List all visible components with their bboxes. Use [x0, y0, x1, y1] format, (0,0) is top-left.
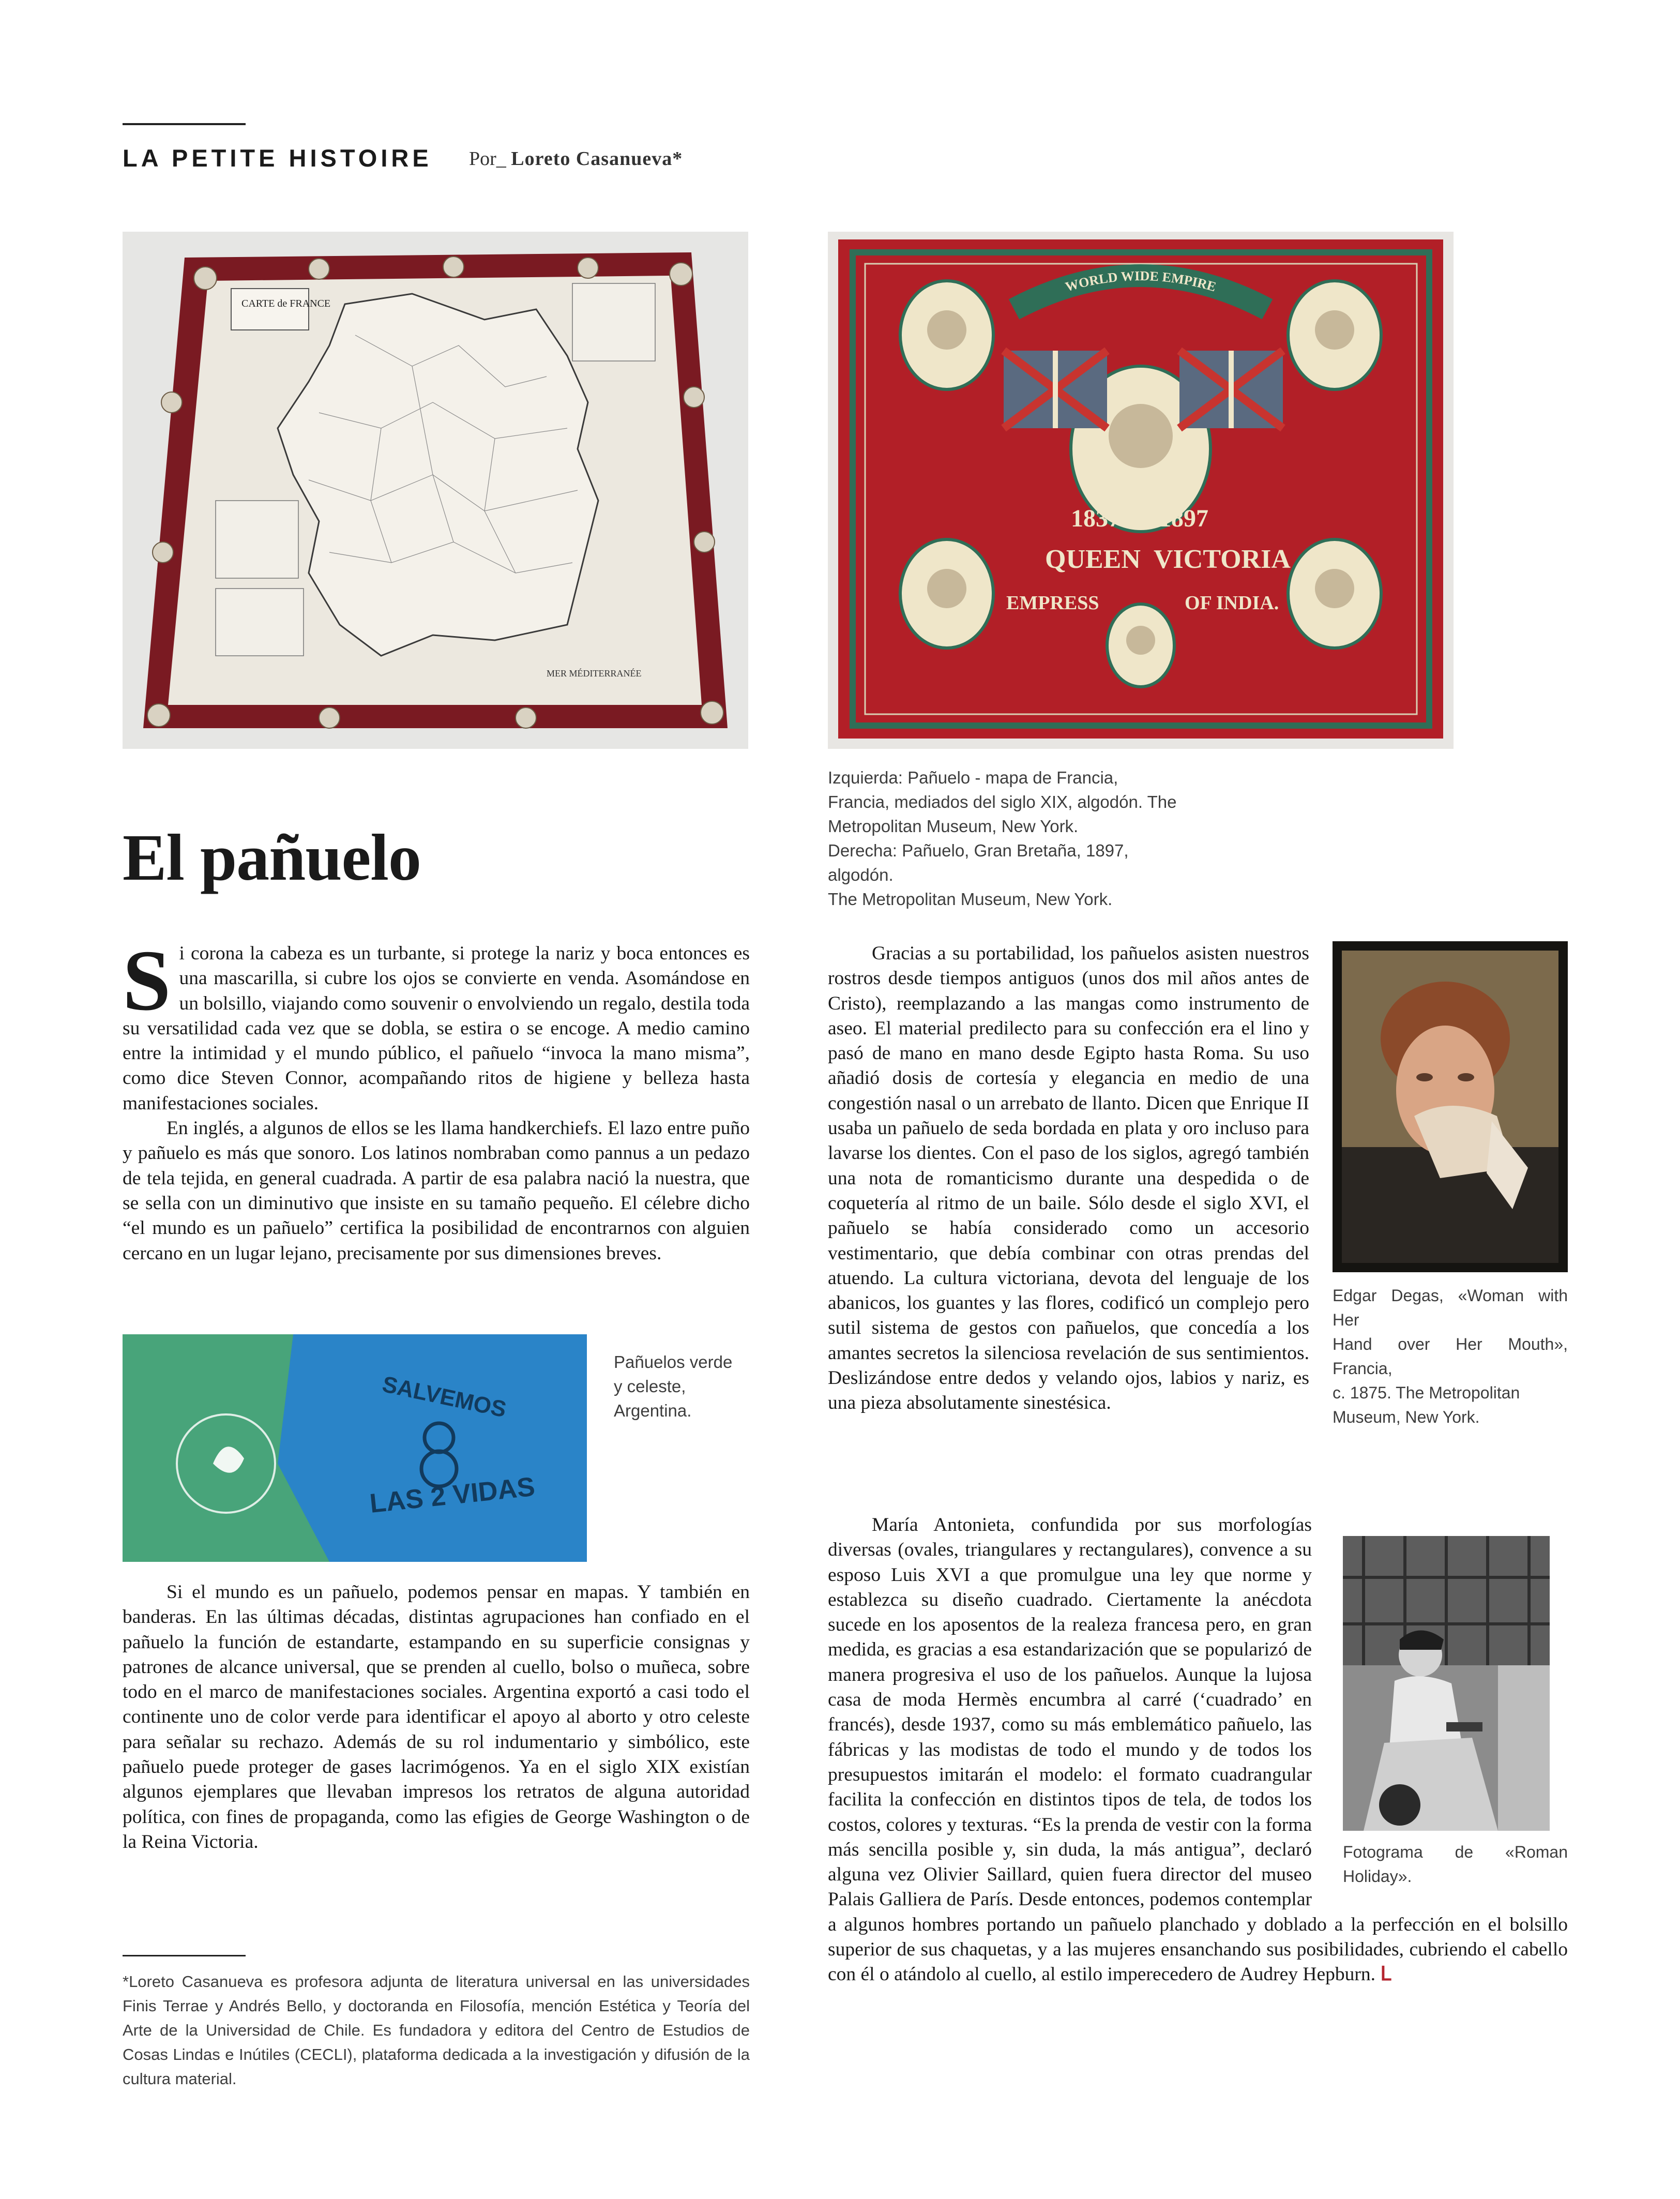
caption-line: Derecha: Pañuelo, Gran Bretaña, 1897, algodón.	[828, 841, 1129, 884]
roman-holiday-still-image	[1343, 1536, 1550, 1831]
banner-victoria-text: VICTORIA	[1154, 545, 1291, 574]
caption-line: Argentina.	[614, 1401, 692, 1420]
byline	[469, 147, 683, 170]
roman-holiday-figure	[1343, 1536, 1568, 1889]
header-rule	[123, 123, 246, 125]
degas-caption	[1333, 1284, 1568, 1429]
caption-line: The Metropolitan Museum, New York.	[828, 890, 1113, 909]
author-name: Loreto Casanueva*	[511, 148, 683, 170]
paragraph	[123, 932, 750, 1116]
footnote: *Loreto Casanueva es profesora adjunta de literatura universal en las universidades Finis Terrae y Andrés Bello, y doctoranda en Filosofía, mención Estética y Teoría del Arte de la Universidad de Chile. Es fundadora y editora del Centro de Estudios de Cosas Lindas e Inútiles (CECLI), plataforma dedicada a la investigación y difusión de la cultura material.	[123, 1972, 750, 2088]
article-title: El pañuelo	[123, 821, 421, 894]
portrait-icon	[1342, 951, 1558, 1263]
arc-slogan-text: WORLD WIDE EMPIRE	[1064, 268, 1218, 295]
green-caption	[614, 1350, 748, 1423]
caption-line: Pañuelos verde	[614, 1352, 733, 1372]
column-right-top	[828, 941, 1568, 1435]
paragraph: En inglés, a algunos de ellos se les llama handkerchiefs. El lazo entre puño y pañuelo es más que sonoro. Los latinos nombraban como pannus a un pedazo de tela tejida, en general cuadrada. A partir de esa palabra nació la nuestra, que se sella con un diminutivo que insiste en su tamaño pequeño. El célebre dicho “el mundo es un pañuelo” certifica la posibilidad de encontrarnos con alguien cercano en un lugar lejano, precisamente por sus dimensiones breves.	[123, 1118, 750, 1264]
of-india-text: OF INDIA.	[1185, 592, 1279, 614]
empress-text: EMPRESS	[1006, 592, 1099, 614]
year-end-text: 1897	[1159, 505, 1208, 532]
jubilee-scarf-icon	[828, 232, 1454, 749]
paragraph-text: María Antonieta, confundida por sus morfologías diversas (ovales, triangulares y rectangulares), convence a su esposo Luis XVI a que promulgue una ley que norme y establezca su diseño cuadrado. Ciertamente la anécdota sucede en los aposentos de la realeza francesa pero, en gran medida, es gracias a esa estandarización que se popularizó de manera progresiva el uso de los pañuelos. Aunque la lujosa casa de moda Hermès encumbra al carré (‘cuadrado’ en francés), desde 1937, como su más emblemático pañuelo, las fábricas y las modistas de todo el mundo y de todos los presupuestos imitarán el modelo: el formato cuadrangular facilita la confección en distintos tipos de tela, de todos los costos, colores y texturas. “Es la prenda de vestir con la forma más sencilla posible y, sin duda, la más antigua”, declaró alguna vez Olivier Saillard, quien fuera director del museo Palais Galliera de París. Desde entonces, podemos contemplar a algunos hombres portando un pañuelo planchado y doblado a la perfección en el bolsillo superior de sus chaquetas, y a las mujeres ensanchando sus posibilidades, cubriendo el cabello con él o atándolo al cuello, al estilo imperecedero de Audrey Hepburn.	[828, 1514, 1568, 1985]
column-left-bottom	[123, 1580, 750, 1855]
roman-holiday-caption: Fotograma de «Roman Holiday».	[1343, 1843, 1568, 1886]
end-mark-icon: ᒪ	[1380, 1964, 1391, 1985]
year-start-text: 1837	[1071, 505, 1121, 532]
caption-line: Hand over Her Mouth», Francia,	[1333, 1335, 1568, 1378]
film-still-icon	[1343, 1536, 1550, 1831]
paragraph: Si el mundo es un pañuelo, podemos pensar en mapas. Y también en banderas. En las últimas décadas, distintas agrupaciones han confiado en el pañuelo la función de estandarte, estampando en su superficie consignas y patrones de alcance universal, que se prenden al cuello, bolso o muñeca, sobre todo en el marco de manifestaciones sociales. Argentina exportó a casi todo el continente uno de color verde para identificar el apoyo al aborto y otro celeste para señalar su rechazo. Además de su rol indumentario y simbólico, este pañuelo puede proteger de gases lacrimógenos. Ya en el siglo XIX existían algunos ejemplares que llevaban impresos los retratos de alguna autoridad política, con fines de propaganda, como las efigies de George Washington o de la Reina Victoria.	[123, 1582, 750, 1852]
column-right-bottom	[828, 1513, 1568, 1987]
caption-line: Francia, mediados del siglo XIX, algodón. The	[828, 792, 1177, 811]
map-sea-label: MER MÉDITERRANÉE	[547, 668, 642, 679]
victoria-handkerchief-image	[828, 232, 1454, 749]
column-left-top	[123, 932, 750, 1266]
caption-line: c. 1875. The Metropolitan	[1333, 1383, 1520, 1402]
caption-line: Izquierda: Pañuelo - mapa de Francia,	[828, 768, 1118, 787]
green-scarves-image	[123, 1334, 587, 1562]
caption-line: Edgar Degas, «Woman with Her	[1333, 1286, 1568, 1329]
caption-line: Museum, New York.	[1333, 1408, 1480, 1426]
map-handkerchief-icon	[123, 232, 748, 749]
salvemos-text: SALVEMOS	[380, 1371, 509, 1423]
map-title-text: CARTE de FRANCE	[241, 298, 331, 309]
pañuelos-photo-icon	[123, 1334, 587, 1562]
las-2-vidas-text: LAS 2 VIDAS	[368, 1471, 537, 1519]
paragraph-text: i corona la cabeza es un turbante, si protege la nariz y boca entonces es una mascarilla, si cubre los ojos se convierte en venda. Asomándose en un bolsillo, viajando como souvenir o envolviendo un regalo, destila toda su versatilidad cada vez que se dobla, se estira o se encoge. A medio camino entre la intimidad y el mundo público, el pañuelo “invoca la mano misma”, como dice Steven Connor, acompañando ritos de higiene y belleza hasta manifestaciones sociales.	[123, 943, 750, 1114]
section-label: LA PETITE HISTOIRE	[123, 144, 432, 172]
byline-prefix: Por_	[469, 148, 506, 170]
drop-cap: S	[123, 932, 171, 1029]
map-handkerchief-image	[123, 232, 748, 749]
banner-queen-text: QUEEN	[1045, 545, 1141, 574]
degas-figure	[1333, 941, 1568, 1429]
paragraph: Gracias a su portabilidad, los pañuelos asisten nuestros rostros desde tiempos antiguos (unos dos mil años antes de Cristo), reemplazando a las mangas como instrumento de aseo. El material predilecto para su confección era el lino y pasó de mano en mano desde Egipto hasta Roma. Su uso añadió dosis de cortesía y elegancia en medio de una congestión nasal o un arrebato de llanto. Dicen que Enrique II usaba un pañuelo de seda bordada en plata y oro incluso para lavarse los dientes. Con el paso de los siglos, agregó también una nota de romanticismo durante una despedida o de coquetería al ritmo de un baile. Sólo desde el siglo XVI, el pañuelo se había considerado como un accesorio vestimentario, que debía combinar con otras prendas del atuendo. La cultura victoriana, devota del lenguaje de los abanicos, los guantes y las flores, codificó un complejo pero sutil sistema de gestos con pañuelos, que concedía a los amantes secretos la silenciosa revelación de sus sentimientos. Deslizándose entre dedos y velando ojos, labios y nariz, es una pieza absolutamente sinestésica.	[828, 943, 1309, 1414]
degas-painting-image	[1333, 941, 1568, 1272]
footnote-rule	[123, 1955, 246, 1956]
caption-line: Metropolitan Museum, New York.	[828, 817, 1079, 836]
top-caption	[828, 765, 1190, 911]
caption-line: y celeste,	[614, 1377, 686, 1396]
